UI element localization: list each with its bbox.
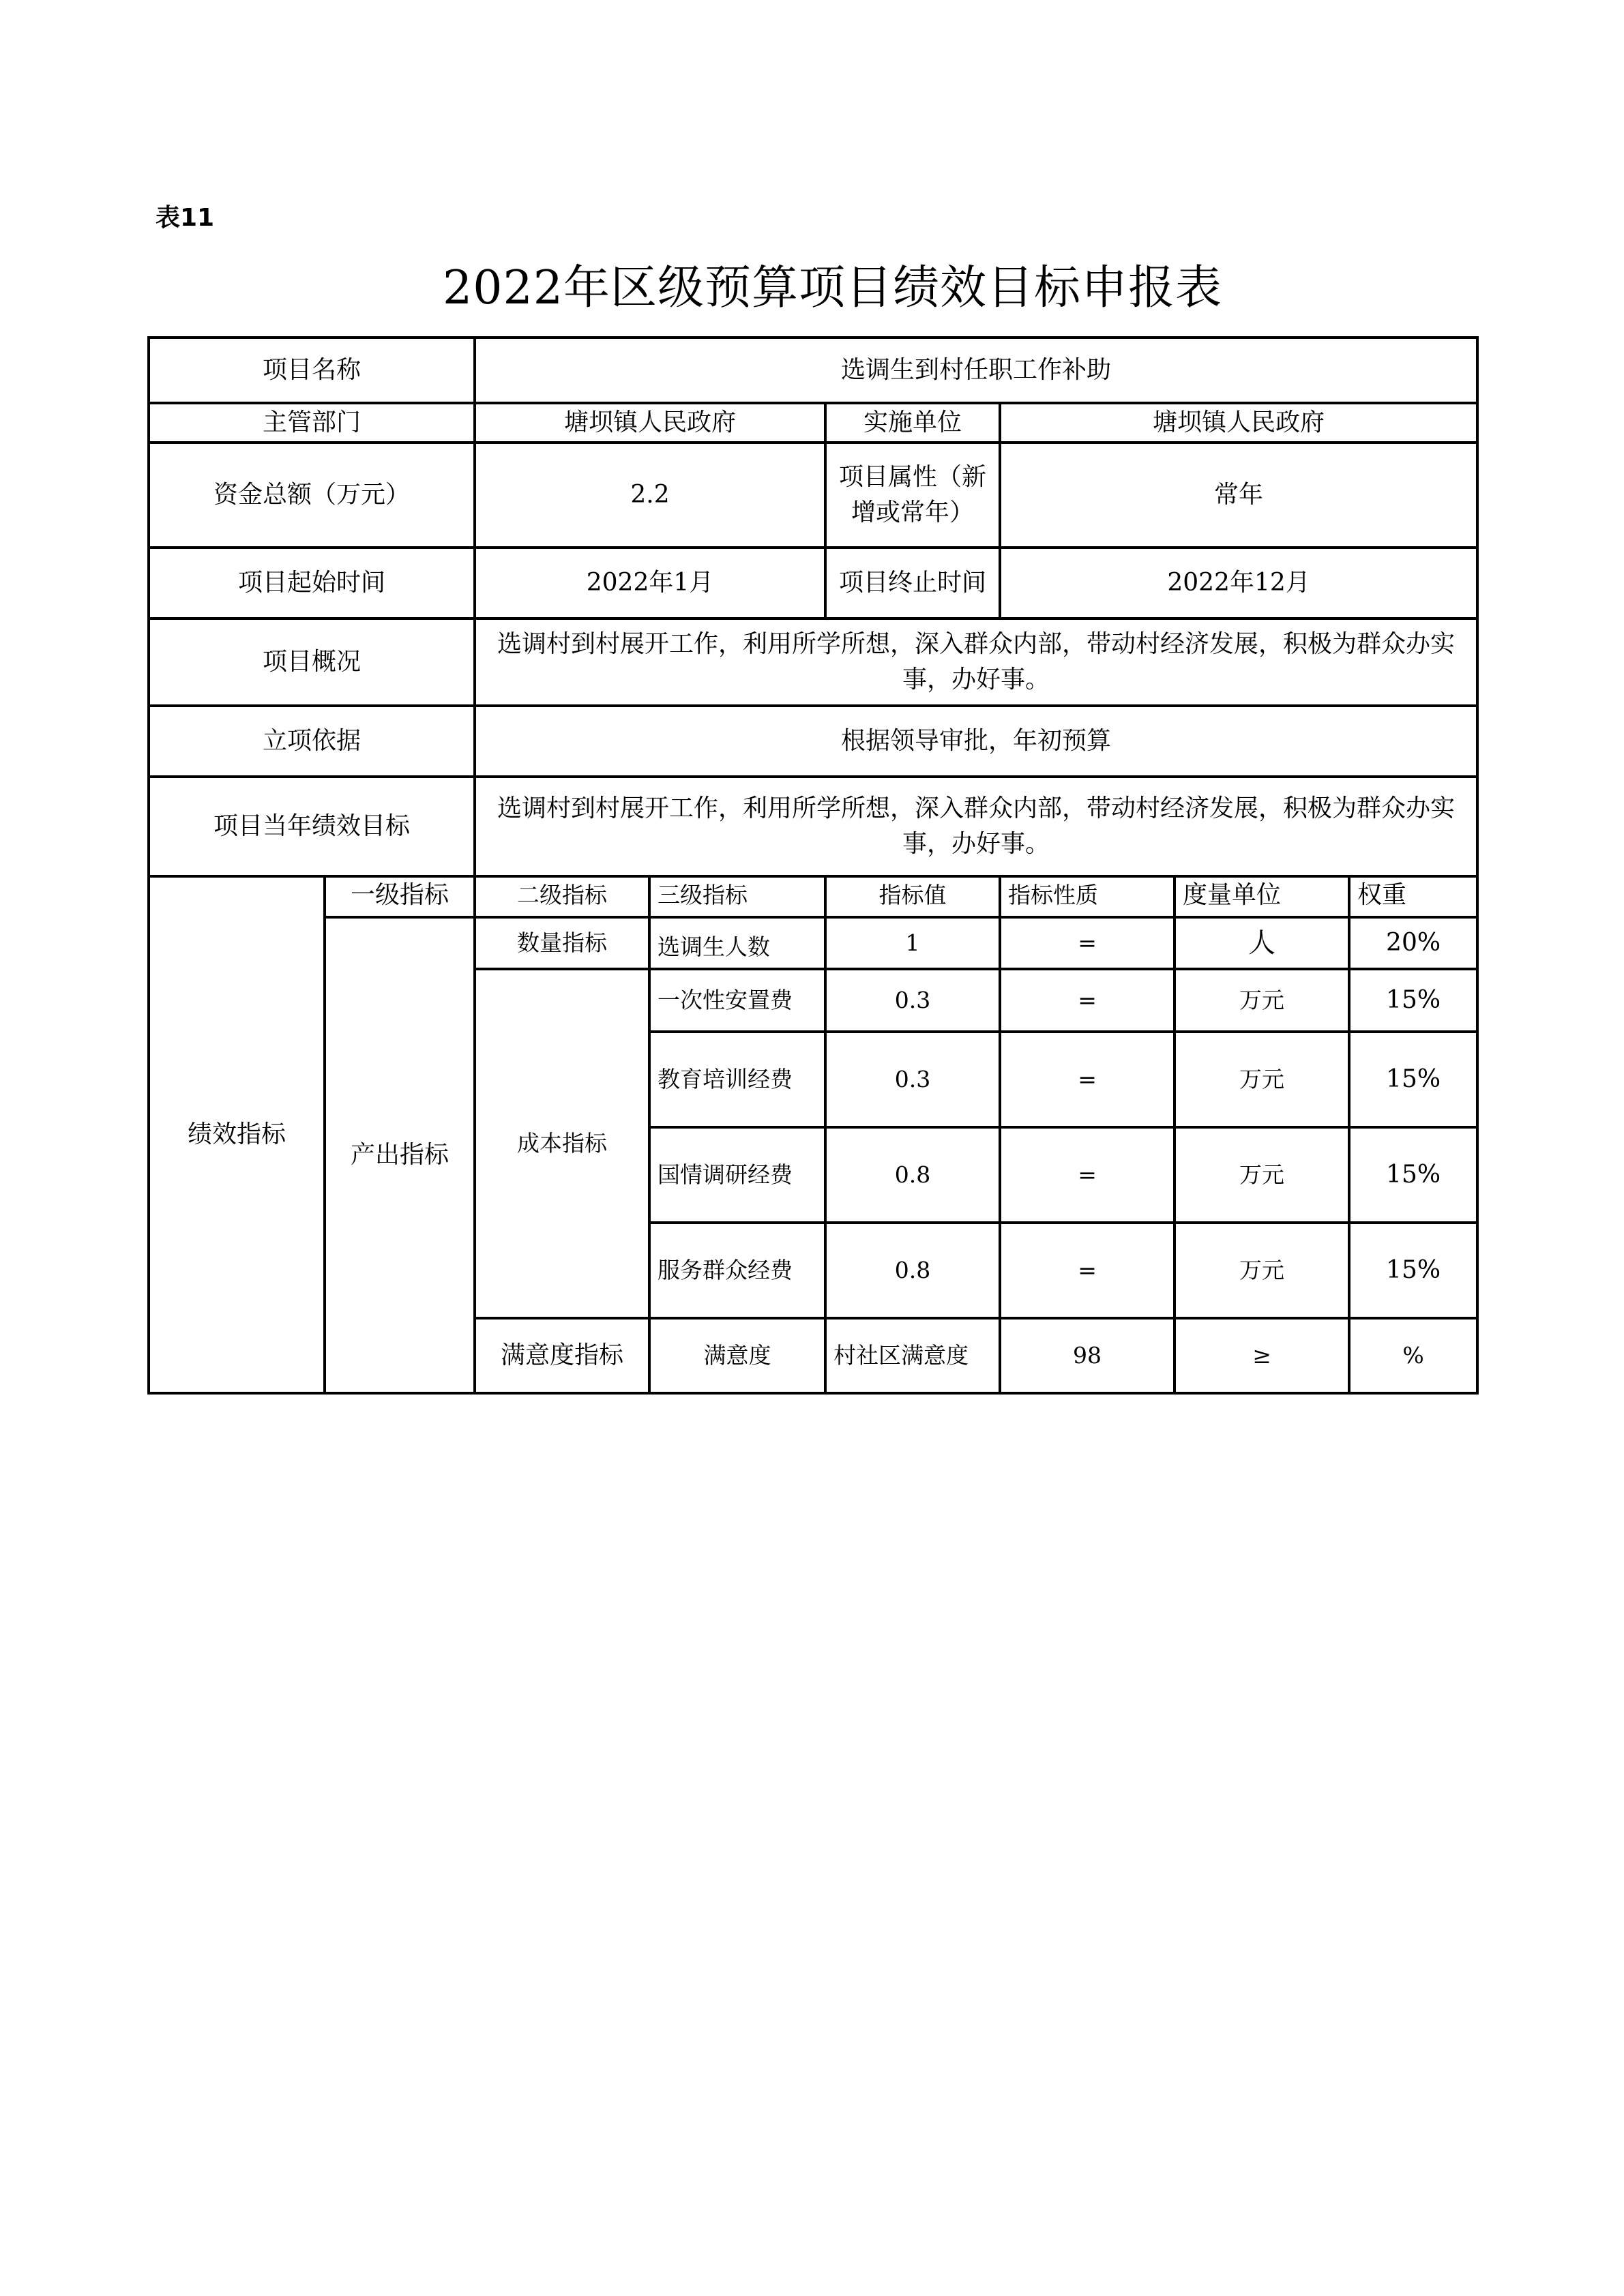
start-value: 2022年1月	[475, 548, 825, 618]
indicator-section-label: 绩效指标	[149, 876, 325, 1393]
impl-unit-label: 实施单位	[825, 403, 1000, 443]
indicator-name: 服务群众经费	[649, 1223, 825, 1318]
indicator-unit: 万元	[1175, 1127, 1349, 1223]
indicator-unit: 万元	[1175, 969, 1349, 1032]
row-department	[149, 403, 1477, 443]
indicator-nature: =	[1000, 969, 1175, 1032]
indicator-unit: 万元	[1175, 1223, 1349, 1318]
indicator-weight: 15%	[1349, 1223, 1477, 1318]
indicator-name: 教育培训经费	[649, 1032, 825, 1127]
indicator-nature: =	[1000, 1223, 1175, 1318]
indicator-weight: 15%	[1349, 969, 1477, 1032]
indicator-nature: =	[1000, 1127, 1175, 1223]
table-row	[149, 917, 1477, 969]
quantity-indicator-label: 数量指标	[475, 917, 649, 969]
row-goal	[149, 777, 1477, 876]
indicator-name: 国情调研经费	[649, 1127, 825, 1223]
header-value: 指标值	[825, 876, 1000, 917]
cost-indicator-label: 成本指标	[475, 969, 649, 1318]
end-value: 2022年12月	[1000, 548, 1477, 618]
attr-value: 常年	[1000, 443, 1477, 548]
indicator-nature: =	[1000, 917, 1175, 969]
impl-unit-value: 塘坝镇人民政府	[1000, 403, 1477, 443]
page-title: 2022年区级预算项目绩效目标申报表	[442, 261, 1223, 315]
indicator-value: 0.8	[825, 1223, 1000, 1318]
dept-label: 主管部门	[149, 403, 475, 443]
row-time	[149, 548, 1477, 618]
indicator-weight: 15%	[1349, 1032, 1477, 1127]
report-table	[147, 336, 1479, 1395]
indicator-weight: 20%	[1349, 917, 1477, 969]
indicator-unit: %	[1349, 1318, 1477, 1393]
header-level2: 二级指标	[475, 876, 649, 917]
indicator-nature: ≥	[1175, 1318, 1349, 1393]
indicator-weight: 15%	[1349, 1127, 1477, 1223]
basis-label: 立项依据	[149, 706, 475, 777]
fund-value: 2.2	[475, 443, 825, 548]
indicator-unit: 万元	[1175, 1032, 1349, 1127]
header-nature: 指标性质	[1000, 876, 1175, 917]
indicator-name: 村社区满意度	[825, 1318, 1000, 1393]
indicator-value: 0.3	[825, 1032, 1000, 1127]
attr-label: 项目属性（新增或常年）	[825, 443, 1000, 548]
goal-value: 选调村到村展开工作，利用所学所想，深入群众内部，带动村经济发展，积极为群众办实事，办好事。	[475, 777, 1477, 876]
indicator-name: 一次性安置费	[649, 969, 825, 1032]
row-fund	[149, 443, 1477, 548]
row-indicator-header	[149, 876, 1477, 917]
satisfaction-sub-label: 满意度	[649, 1318, 825, 1393]
end-label: 项目终止时间	[825, 548, 1000, 618]
header-weight: 权重	[1349, 876, 1477, 917]
header-level3: 三级指标	[649, 876, 825, 917]
basis-value: 根据领导审批，年初预算	[475, 706, 1477, 777]
row-basis	[149, 706, 1477, 777]
indicator-value: 98	[1000, 1318, 1175, 1393]
row-overview	[149, 618, 1477, 706]
row-project-name	[149, 338, 1477, 403]
header-unit: 度量单位	[1175, 876, 1349, 917]
table-number: 表11	[156, 204, 215, 232]
indicator-nature: =	[1000, 1032, 1175, 1127]
project-name-label: 项目名称	[149, 338, 475, 403]
indicator-name: 选调生人数	[649, 917, 825, 969]
dept-value: 塘坝镇人民政府	[475, 403, 825, 443]
fund-label: 资金总额（万元）	[149, 443, 475, 548]
indicator-value: 0.3	[825, 969, 1000, 1032]
header-level1: 一级指标	[325, 876, 475, 917]
project-name-value: 选调生到村任职工作补助	[475, 338, 1477, 403]
satisfaction-indicator-label: 满意度指标	[475, 1318, 649, 1393]
indicator-value: 1	[825, 917, 1000, 969]
indicator-value: 0.8	[825, 1127, 1000, 1223]
indicator-unit: 人	[1175, 917, 1349, 969]
start-label: 项目起始时间	[149, 548, 475, 618]
goal-label: 项目当年绩效目标	[149, 777, 475, 876]
overview-label: 项目概况	[149, 618, 475, 706]
output-indicator-label: 产出指标	[325, 917, 475, 1393]
overview-value: 选调村到村展开工作，利用所学所想，深入群众内部，带动村经济发展，积极为群众办实事，办好事。	[475, 618, 1477, 706]
